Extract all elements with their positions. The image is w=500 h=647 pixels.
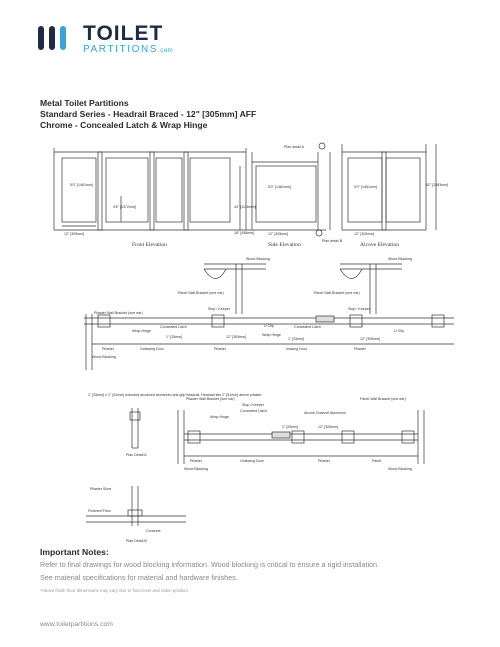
label-alcove-channel: Alcove Channel Aluminum [304, 411, 346, 415]
label-concealed-latch-3: Concealed Latch [240, 409, 267, 413]
brand-logo [38, 24, 178, 54]
notes-line-2: See material specifications for material and hardware finishes. [40, 573, 238, 582]
brand-sub: PARTITIONS.com [83, 44, 174, 55]
plan-view-upper [84, 264, 454, 370]
label-wood-blocking-1: Wood Blocking [246, 257, 270, 261]
side-dim-aff: 12" [305mm] [268, 232, 289, 236]
front-dim-aff: 12" [305mm] [64, 232, 85, 236]
label-wood-blocking-5: Wood Blocking [388, 467, 412, 471]
label-panel-bracket-3: Panel Wall Bracket (one ear) [360, 397, 406, 401]
label-outswing-door-2: Outswing Door [240, 459, 264, 463]
label-outswing-door-1: Outswing Door [140, 347, 164, 351]
label-pilaster-4: Pilaster [190, 459, 202, 463]
label-pilaster-2: Pilaster [214, 347, 226, 351]
brand-name: TOILET [83, 22, 164, 45]
notes-heading: Important Notes: [40, 547, 109, 557]
label-pilaster-shoe: Pilaster Shoe [90, 487, 112, 491]
side-dim-height: 44" [1118mm] [234, 205, 256, 209]
label-dim-12in-c: 12" [305mm] [318, 425, 339, 429]
label-panel-bracket-1: Panel Wall Bracket (one ear) [178, 291, 224, 295]
label-pilaster-5: Pilaster [318, 459, 330, 463]
headrail-note: 1" [25mm] x 1" [61mm] extruded anodized aluminum anti-grip headrail. Headrail sits 2" [51mm] above pilaster. [88, 393, 263, 397]
label-pilaster-1: Pilaster [102, 347, 114, 351]
label-dim-12in-b: 12" [305mm] [360, 337, 381, 341]
important-notes [40, 547, 470, 596]
side-dim-clear: 18" [458mm] [234, 231, 255, 235]
plan-detail-a [130, 408, 140, 448]
label-inswing-door: Inswing Door [286, 347, 307, 351]
notes-line-1: Refer to final drawings for wood blocking information. Wood blocking is critical to ensure a rigid installation. [40, 560, 380, 569]
notes-footnote: *Above finish floor dimensions may vary due to floor level and cabin position [40, 588, 188, 593]
alcove-dim-height: 82" [2083mm] [426, 183, 449, 187]
label-concealed-latch-1: Concealed Latch [160, 325, 187, 329]
title-line-1: Metal Toilet Partitions [40, 98, 129, 108]
side-elevation [240, 143, 330, 236]
label-wrap-hinge-3: Wrap Hinge [210, 415, 229, 419]
label-panel: Panel [372, 459, 382, 463]
label-concealed-latch-2: Concealed Latch [294, 325, 321, 329]
label-wrap-hinge-1: Wrap Hinge [132, 329, 151, 333]
website-link[interactable]: www.toiletpartitions.com [40, 621, 113, 628]
front-elevation [54, 148, 246, 230]
side-callout-a: Plan detail A [284, 145, 304, 149]
label-dim-1in-c: 1" [25mm] [282, 425, 299, 429]
label-wood-blocking-2: Wood Blocking [388, 257, 412, 261]
label-pilaster-3: Pilaster [354, 347, 366, 351]
label-u-clip-1: U Clip [264, 324, 274, 328]
alcove-dim-width: 5'0" [1461mm] [354, 185, 377, 189]
label-plan-detail-b: Plan Detail B [126, 539, 147, 543]
label-dim-12in-a: 12" [305mm] [226, 335, 247, 339]
plan-detail-b [86, 486, 186, 526]
label-stop-keeper-2: Stop / Keeper [348, 307, 370, 311]
front-dim-height: 4'6" [1372mm] [113, 205, 136, 209]
label-plan-detail-a: Plan Detail A [126, 453, 147, 457]
label-wood-blocking-3: Wood Blocking [92, 355, 116, 359]
front-elevation-label: Front Elevation [132, 242, 167, 248]
title-line-2: Standard Series - Headrail Braced - 12" [305mm] AFF [40, 109, 257, 119]
label-panel-bracket-2: Panel Wall Bracket (one ear) [314, 291, 360, 295]
side-dim-width: 5'0" [1461mm] [268, 185, 291, 189]
label-dim-1in-a: 1" [25mm] [166, 335, 183, 339]
side-elevation-label: Side Elevation [268, 242, 301, 248]
side-callout-b: Plan detail B [322, 239, 343, 243]
alcove-elevation-label: Alcove Elevation [360, 242, 399, 248]
label-stop-keeper-1: Stop / Keeper [208, 307, 230, 311]
technical-drawing [36, 138, 466, 546]
document-title [40, 98, 256, 131]
label-wrap-hinge-2: Wrap Hinge [262, 333, 281, 337]
alcove-dim-aff: 12" [305mm] [354, 232, 375, 236]
logo-bars-icon [38, 24, 78, 52]
front-dim-width: 5'0" [1461mm] [70, 183, 93, 187]
label-stop-keeper-3: Stop / Keeper [242, 403, 264, 407]
label-pilaster-bracket: Pilaster Wall Bracket (one ear) [94, 311, 143, 315]
label-dim-1in-b: 1" [25mm] [288, 337, 305, 341]
label-wood-blocking-4: Wood Blocking [184, 467, 208, 471]
label-pilaster-bracket-2: Pilaster Wall Bracket (one ear) [186, 397, 235, 401]
label-concrete: Concrete [146, 529, 161, 533]
label-u-clip-2: U Clip [394, 329, 404, 333]
label-finished-floor: Finished Floor [88, 509, 111, 513]
title-line-3: Chrome - Concealed Latch & Wrap Hinge [40, 120, 208, 130]
